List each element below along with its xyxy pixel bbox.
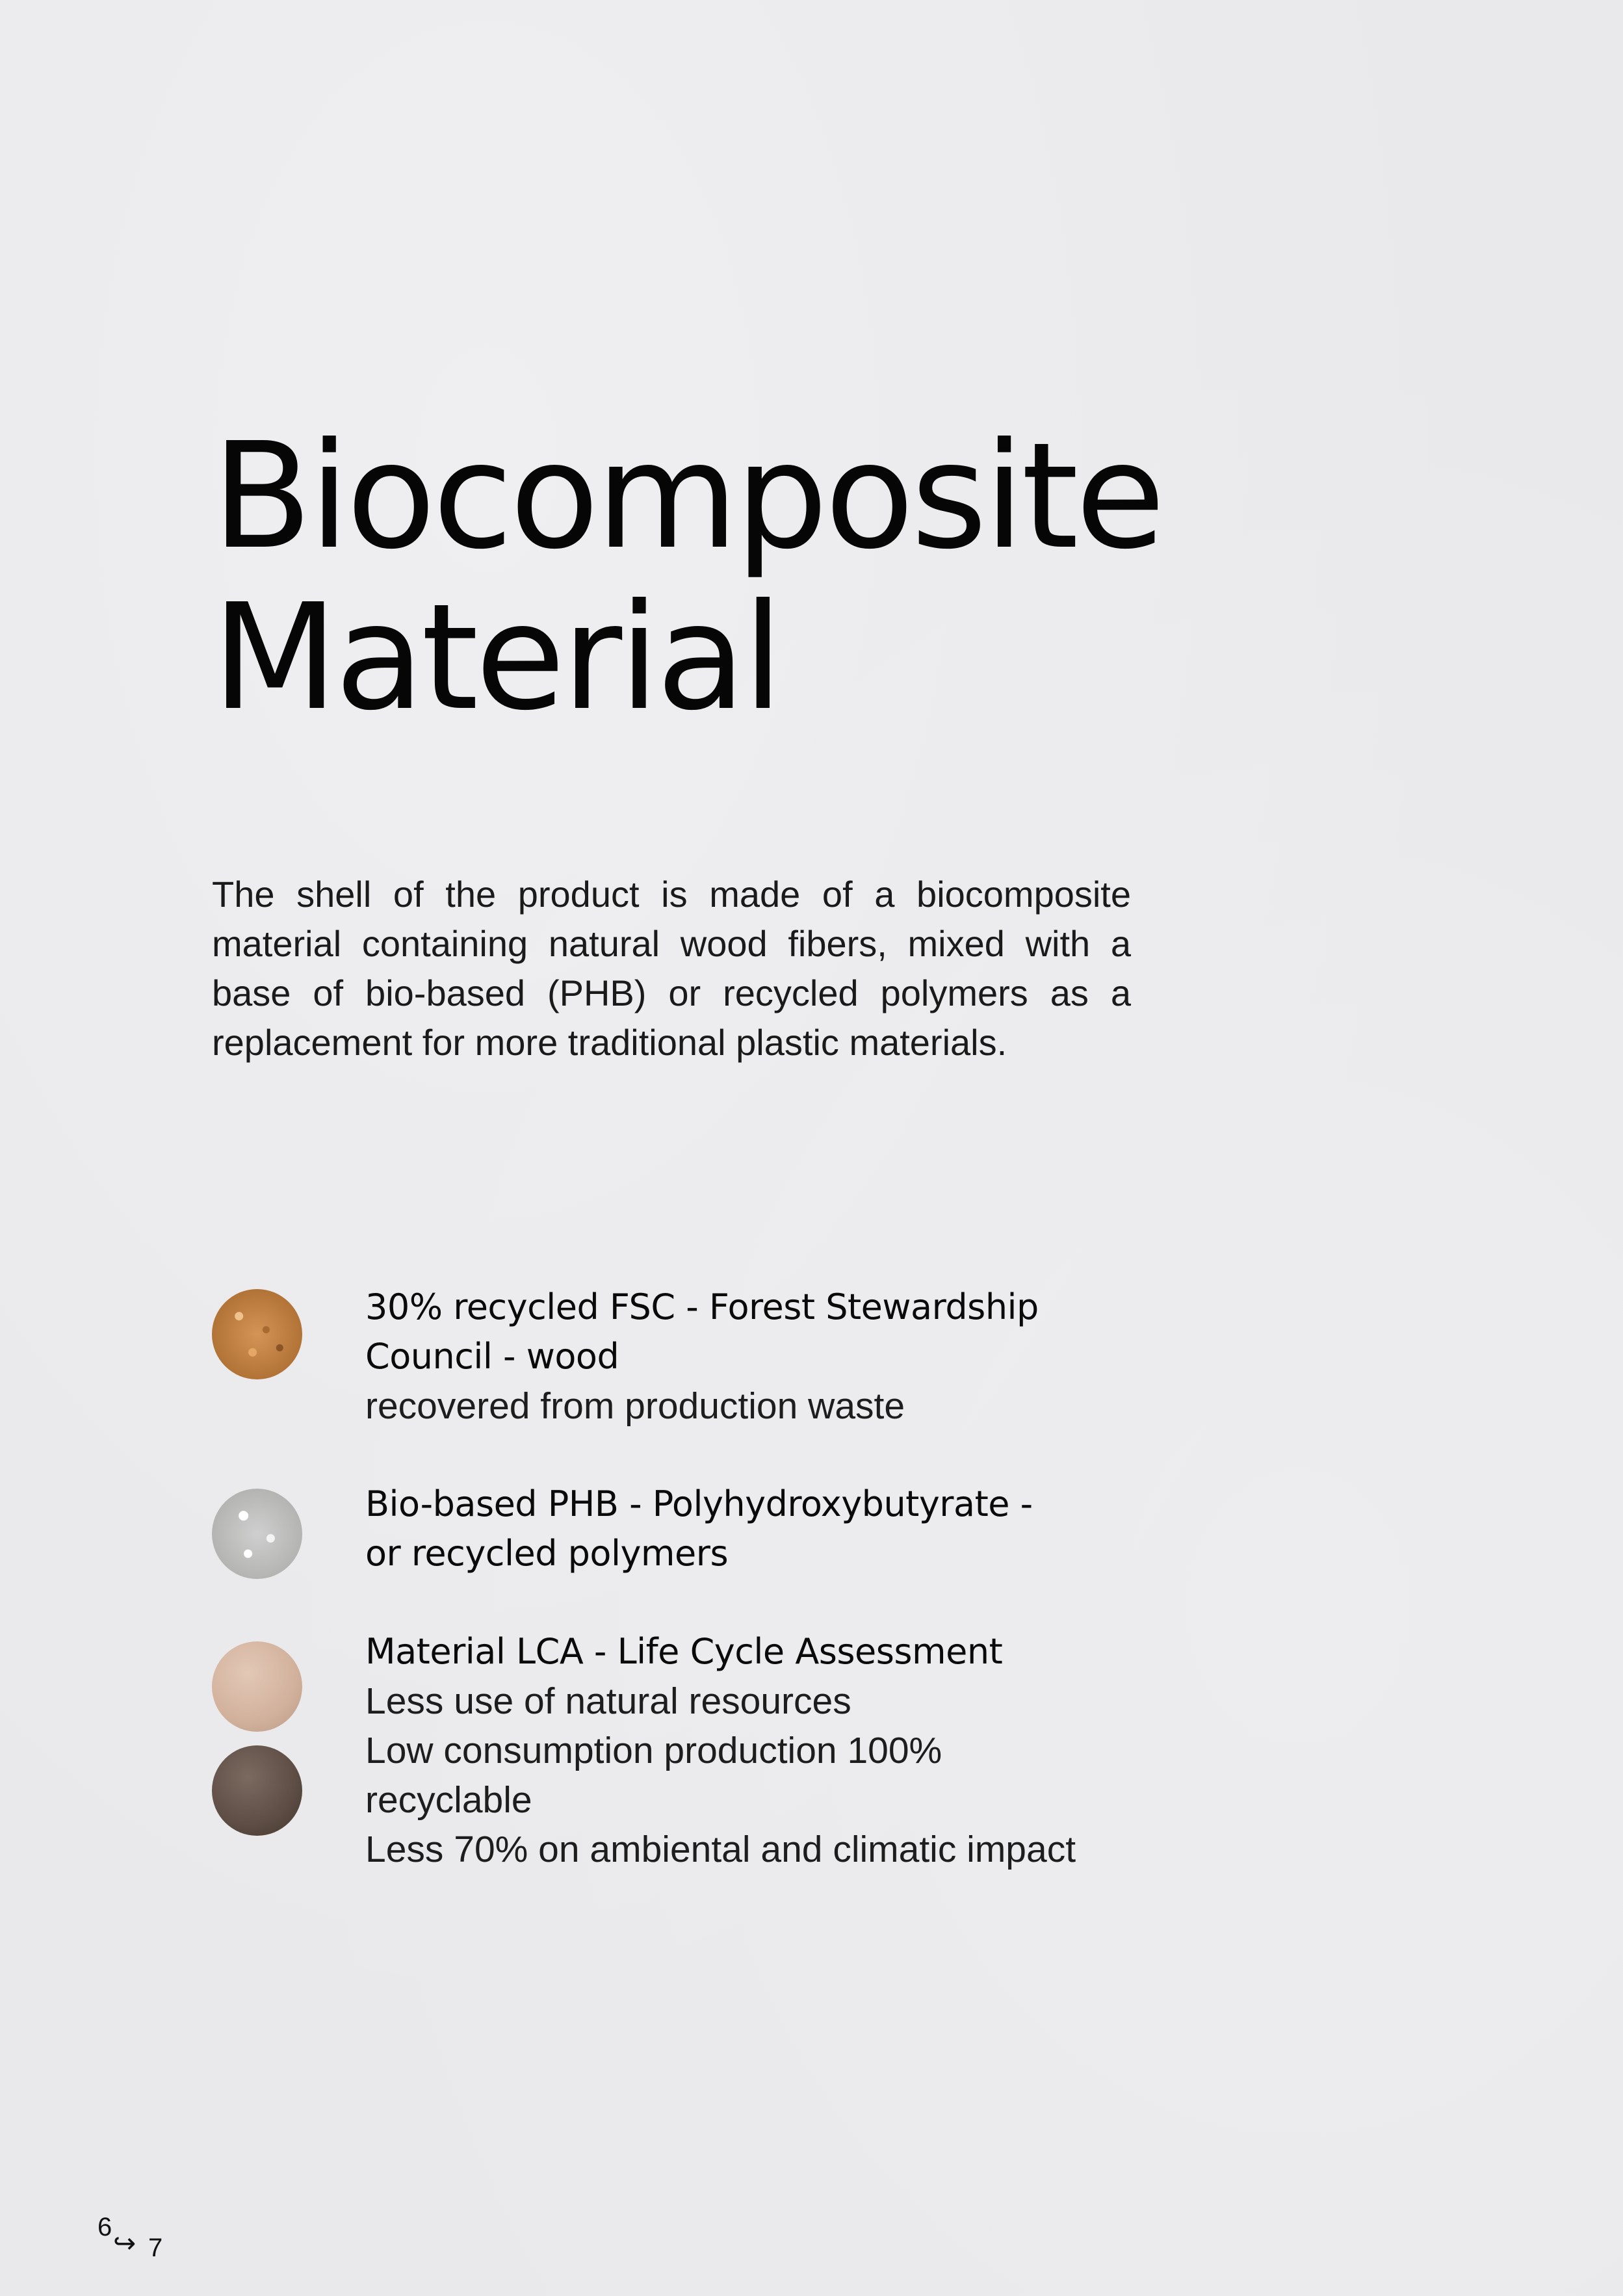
feature-title: 30% recycled FSC - Forest Stewardship xyxy=(365,1286,1039,1327)
brown-material-swatch xyxy=(212,1745,302,1836)
feature-line: Low consumption production 100% xyxy=(365,1730,942,1771)
page-next: 7 xyxy=(148,2234,163,2262)
feature-line: recovered from production waste xyxy=(365,1385,905,1427)
title-line-1: Biocomposite xyxy=(212,411,1162,582)
intro-paragraph: The shell of the product is made of a biocomposite material containing natural wood fibers, mixed with a base of bio-based (PHB) or recycled polymers as a replacement for more traditional plastic materials. xyxy=(212,874,1131,1063)
beige-material-swatch xyxy=(212,1641,302,1732)
feature-line: recyclable xyxy=(365,1779,532,1821)
page-current: 6 xyxy=(97,2213,112,2241)
feature-line: Less use of natural resources xyxy=(365,1680,851,1722)
page-title xyxy=(212,411,1162,743)
feature-text xyxy=(365,1283,1184,1431)
feature-title: Bio-based PHB - Polyhydroxybutyrate - xyxy=(365,1483,1033,1524)
page-arrow-icon: ↪ xyxy=(113,2228,136,2258)
polymer-pellets-swatch xyxy=(212,1489,302,1579)
feature-title: Council - wood xyxy=(365,1336,619,1377)
title-line-2: Material xyxy=(212,573,781,743)
feature-text xyxy=(365,1480,1184,1578)
wood-fiber-swatch xyxy=(212,1289,302,1379)
feature-text xyxy=(365,1627,1184,1874)
feature-title: Material LCA - Life Cycle Assessment xyxy=(365,1631,1003,1672)
feature-line: Less 70% on ambiental and climatic impact xyxy=(365,1829,1076,1870)
feature-title: or recycled polymers xyxy=(365,1533,729,1574)
